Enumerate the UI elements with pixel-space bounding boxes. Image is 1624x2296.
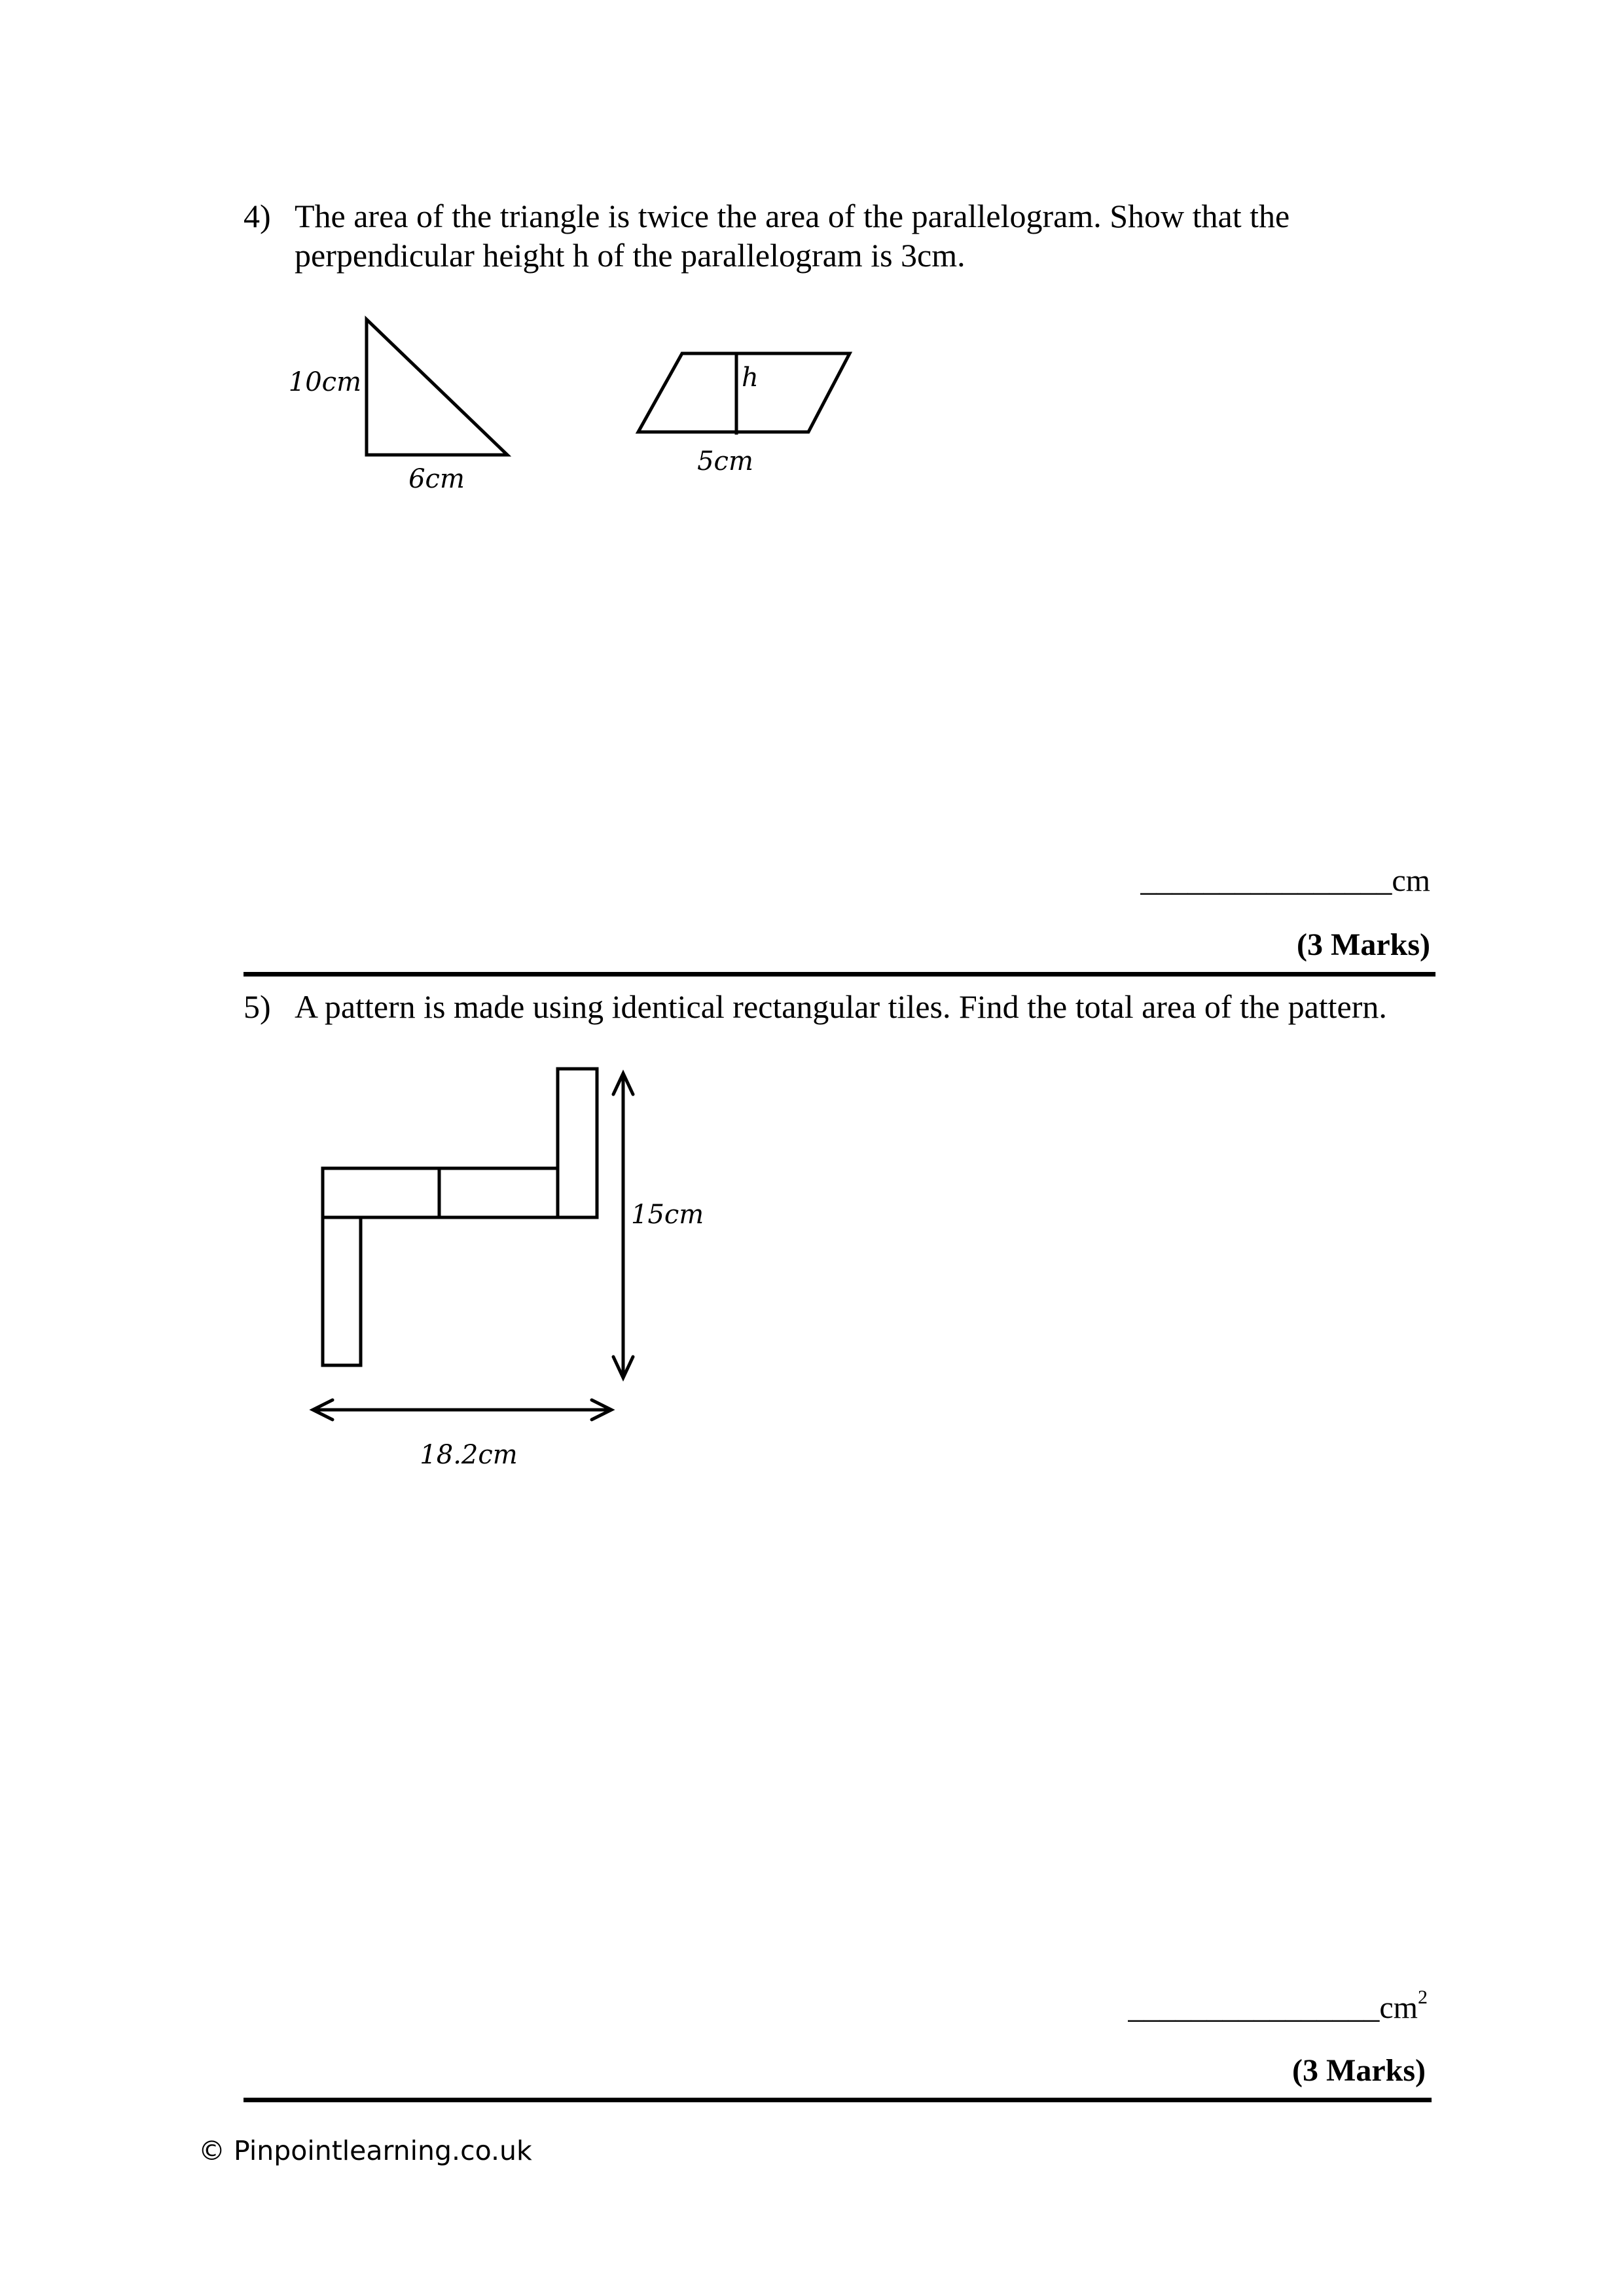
question-5-marks: (3 Marks) (1292, 2053, 1426, 2088)
answer-blank[interactable]: ________________ (1140, 863, 1392, 898)
triangle-shape (367, 319, 507, 455)
tile-horizontal-left (323, 1168, 439, 1217)
answer-unit: cm (1379, 1990, 1418, 2025)
question-5-text: A pattern is made using identical rectangular tiles. Find the total area of the pattern. (295, 988, 1387, 1025)
section-divider (244, 972, 1435, 977)
question-4-number: 4) (244, 198, 271, 234)
pattern-width-label: 18.2cm (420, 1440, 518, 1470)
parallelogram-base-label: 5cm (697, 446, 753, 476)
question-4-figure (262, 288, 916, 511)
section-divider (244, 2098, 1432, 2102)
question-5-answer-line[interactable] (1128, 1986, 1428, 2026)
tile-vertical-right (558, 1069, 597, 1217)
question-5-number: 5) (244, 988, 271, 1025)
question-4-marks: (3 Marks) (1297, 927, 1430, 962)
answer-unit-superscript: 2 (1418, 1986, 1428, 2008)
triangle-height-label: 10cm (288, 367, 361, 397)
footer-copyright: © Pinpointlearning.co.uk (198, 2135, 532, 2166)
answer-unit: cm (1392, 863, 1430, 898)
tile-horizontal-right (439, 1168, 558, 1217)
question-4-text: The area of the triangle is twice the area of the parallelogram. Show that the perpendicular height h of the parallelogram is 3cm. (295, 198, 1290, 274)
parallelogram-height-label: h (742, 363, 759, 393)
tile-vertical-left (323, 1217, 361, 1365)
triangle-base-label: 6cm (408, 464, 465, 494)
pattern-height-label: 15cm (631, 1200, 704, 1230)
question-4-answer-line[interactable] (1140, 863, 1430, 899)
answer-blank[interactable]: ________________ (1128, 1990, 1380, 2025)
question-5-figure (288, 1047, 746, 1479)
